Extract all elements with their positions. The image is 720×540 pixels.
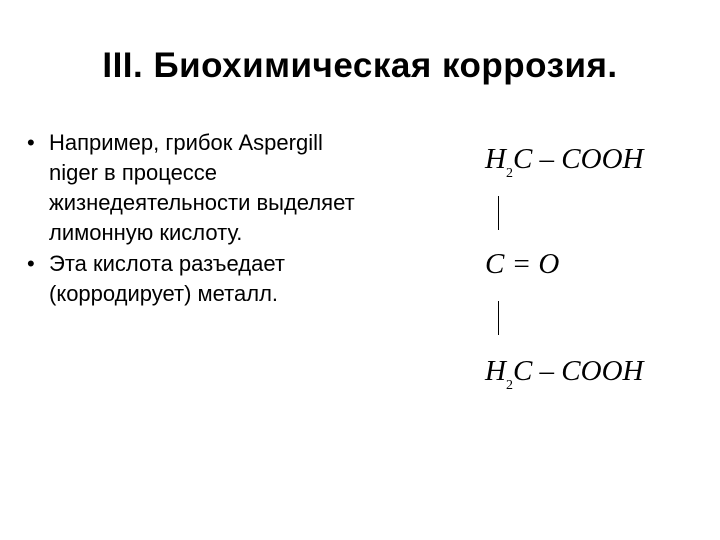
bullet-marker: • [27, 251, 35, 276]
formula-atom: H [485, 355, 506, 387]
bullet-line: жизнедеятельности выделяет [49, 190, 355, 215]
formula-subscript: 2 [505, 166, 513, 181]
formula-atom: H [485, 143, 506, 175]
bullet-line: (корродирует) металл. [49, 281, 279, 306]
slide-title: III. Биохимическая коррозия. [102, 46, 618, 85]
formula-group-text: C – COOH [512, 355, 644, 387]
bullet-marker: • [27, 130, 35, 155]
bullet-line: Например, грибок Aspergill [49, 130, 323, 155]
formula-group-text: C – COOH [512, 143, 644, 175]
formula-subscript: 2 [505, 378, 513, 393]
formula-bond [498, 301, 499, 335]
formula-top-group [485, 143, 643, 190]
formula-bottom-group [485, 355, 643, 402]
formula-carbonyl: C = O [485, 248, 560, 280]
bullet-line: Эта кислота разъедает [49, 251, 285, 276]
bullet-line: niger в процессе [49, 160, 218, 185]
bullet-line: лимонную кислоту. [49, 220, 243, 245]
formula-bond [498, 196, 499, 230]
